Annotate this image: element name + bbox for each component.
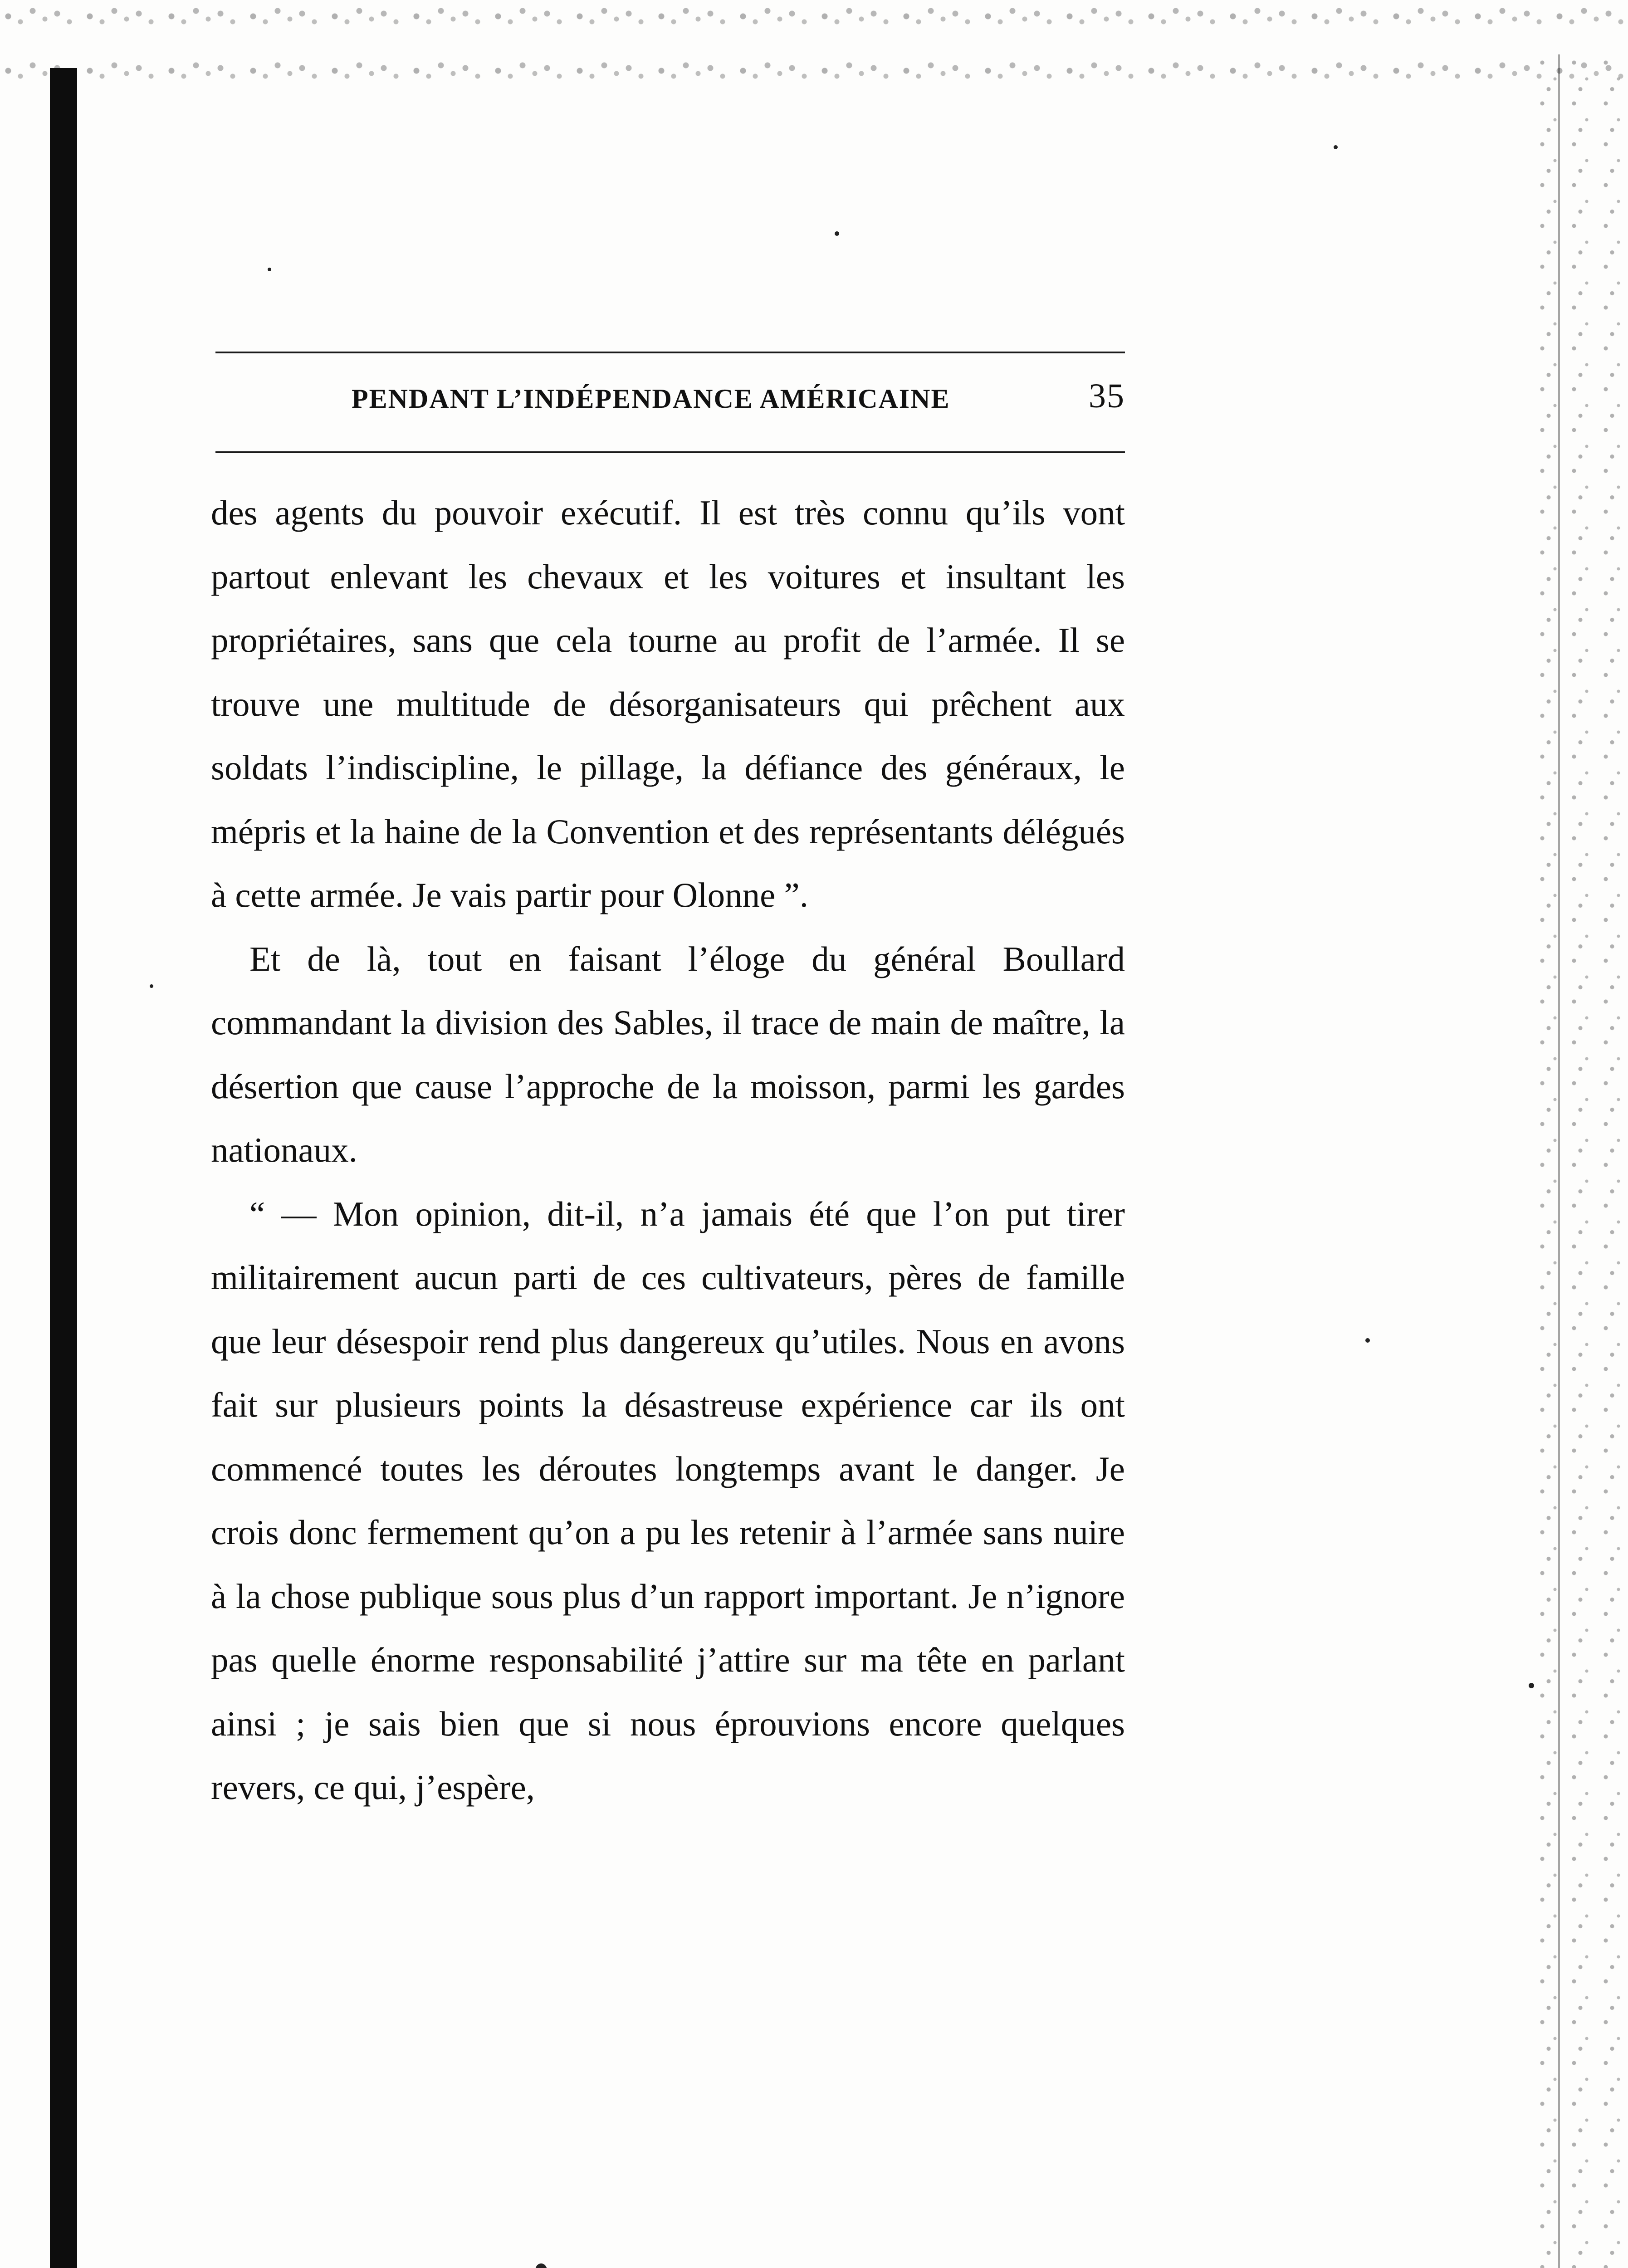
right-edge-shadow-line [1558,54,1560,2268]
header-rule-top [215,352,1125,353]
running-head [215,372,1125,426]
paragraph-1: des agents du pouvoir exécutif. Il est très connu qu’ils vont partout enlevant les chevaux et les voitures et insultant les propriétaires, sans que cela tourne au profit de l’armée. Il se trouve une multitude de désorganisateurs qui prêchent aux soldats l’indiscipline, le pillage, la défiance des généraux, le mépris et la haine de la Convention et des représentants délégués à cette armée. Je vais partir pour Olonne ”. [211,493,1125,914]
header-rule-bottom [215,451,1125,453]
ink-speck [1529,1683,1534,1688]
ink-speck [150,984,153,988]
ink-speck [268,268,271,271]
binding-edge-shadow [50,68,77,2268]
ink-speck [1365,1338,1370,1343]
ink-speck [535,2263,547,2268]
running-head-title: PENDANT L’INDÉPENDANCE AMÉRICAINE [352,384,950,414]
body-text [211,481,1125,1819]
ink-speck [1334,145,1338,149]
paragraph-3: “ — Mon opinion, dit-il, n’a jamais été que l’on put tirer militairement aucun parti de ces cultivateurs, pères de famille que leur désespoir rend plus dangereux qu’utiles. Nous en avons fait sur plusieurs points la désastreuse expérience car ils ont commencé toutes les déroutes longtemps avant le danger. Je crois donc fermement qu’on a pu les retenir à l’armée sans nuire à la chose publique sous plus d’un rapport important. Je n’ignore pas quelle énorme responsabilité j’attire sur ma tête en parlant ainsi ; je sais bien que si nous éprouvions encore quelques revers, ce qui, j’espère, [211,1194,1125,1807]
top-edge-scan-noise [0,0,1628,104]
right-edge-scan-noise [1533,54,1628,2268]
ink-speck [835,231,839,236]
paragraph-2: Et de là, tout en faisant l’éloge du général Boullard commandant la division des Sables, il trace de main de maître, la désertion que cause l’approche de la moisson, parmi les gardes nationaux. [211,939,1125,1169]
page-number: 35 [1089,377,1125,415]
